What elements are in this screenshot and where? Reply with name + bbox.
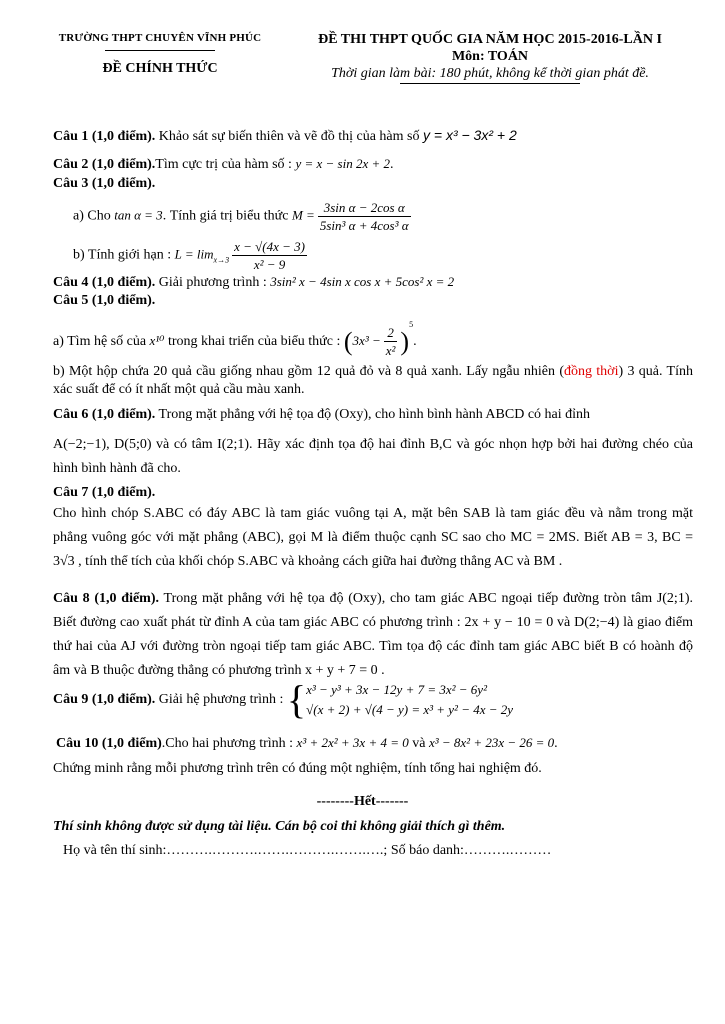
question-2-tail: . xyxy=(390,157,394,172)
question-7-label: Câu 7 (1,0 điểm). xyxy=(53,485,156,500)
question-10-eq1: x³ + 2x² + 3x + 4 = 0 xyxy=(296,735,409,750)
question-5b-text2: ) 3 quả. Tính xác suất để có ít nhất một quả cầu màu xanh. xyxy=(53,364,693,398)
question-5-label: Câu 5 (1,0 điểm). xyxy=(53,293,156,308)
question-3 xyxy=(53,175,693,273)
question-2-math: y = x − sin 2x + 2 xyxy=(295,156,391,171)
right-paren: ) xyxy=(400,326,410,356)
question-5a-math: x¹⁰ xyxy=(149,333,165,348)
exam-time: Thời gian làm bài: 180 phút, không kể thời gian phát đề. xyxy=(331,66,649,81)
question-5a-numerator: 2 xyxy=(384,324,398,342)
candidate-note: Thí sinh không được sử dụng tài liệu. Cán bộ coi thi không giải thích gì thêm. xyxy=(53,819,506,834)
question-5b xyxy=(53,363,693,399)
question-3a xyxy=(53,199,693,234)
question-8 xyxy=(53,587,693,683)
question-9 xyxy=(53,677,693,722)
question-6-label: Câu 6 (1,0 điểm). xyxy=(53,407,156,422)
left-paren: ( xyxy=(343,326,353,356)
question-5a-expr-left: 3x³ − xyxy=(352,333,381,348)
system-brace: { xyxy=(286,677,307,722)
question-6-line2: A(−2;−1), D(5;0) và có tâm I(2;1). Hãy xác định tọa độ hai đỉnh B,C và góc nhọn hợp bởi hai đường chéo của hình bình hành đã cho. xyxy=(53,437,693,476)
question-2-label: Câu 2 (1,0 điểm). xyxy=(53,157,156,172)
exam-title: ĐỀ THI THPT QUỐC GIA NĂM HỌC 2015-2016-LẦN I xyxy=(318,32,662,47)
question-5b-text1: b) Một hộp chứa 20 quả cầu giống nhau gồm 12 quả đỏ và 8 quả xanh. Lấy ngẫu nhiên ( xyxy=(53,364,564,380)
question-3a-math: tan α = 3 xyxy=(114,207,163,223)
question-3a-lhs: M = xyxy=(291,207,315,223)
question-2 xyxy=(53,155,693,174)
question-1-math: y = x³ − 3x² + 2 xyxy=(422,127,517,143)
candidate-info-line: Họ và tên thí sinh:……….……….…….……….…….….; Số báo danh:……….……… xyxy=(63,843,552,858)
question-7 xyxy=(53,484,693,574)
question-3-label: Câu 3 (1,0 điểm). xyxy=(53,176,156,191)
question-4-label: Câu 4 (1,0 điểm). xyxy=(53,275,156,290)
question-4-text: Giải phương trình : xyxy=(155,275,271,290)
question-10-tail: . xyxy=(554,736,558,751)
question-5 xyxy=(53,292,693,399)
question-3b-lhs: L = lim xyxy=(174,246,214,262)
question-1-label: Câu 1 (1,0 điểm). xyxy=(53,129,156,144)
question-3b-fraction xyxy=(232,238,307,273)
question-3b-numerator: x − √(4x − 3) xyxy=(234,239,305,254)
question-9-text: Giải hệ phương trình : xyxy=(155,692,287,708)
question-4 xyxy=(53,273,693,292)
question-9-label: Câu 9 (1,0 điểm). xyxy=(53,692,156,708)
question-2-text: Tìm cực trị của hàm số : xyxy=(155,157,296,172)
question-3a-text: a) Cho xyxy=(73,208,115,224)
question-5a-fraction xyxy=(384,324,398,359)
question-1 xyxy=(53,126,693,146)
question-3a-numerator: 3sin α − 2cos α xyxy=(318,199,411,217)
question-6-text1: Trong mặt phẳng với hệ tọa độ (Oxy), cho hình bình hành ABCD có hai đỉnh xyxy=(155,407,591,422)
question-10-mid: và xyxy=(408,736,429,751)
question-5a-text2: trong khai triển của biểu thức : xyxy=(164,334,344,349)
question-10 xyxy=(56,734,696,753)
question-3a-denominator: 5sin³ α + 4cos³ α xyxy=(319,218,409,233)
question-7-text: Cho hình chóp S.ABC có đáy ABC là tam giác vuông tại A, mặt bên SAB là tam giác đều và nằm trong mặt phẳng vuông góc với mặt phẳng (ABC), gọi M là điểm thuộc cạnh SC sao cho MC = 2MS. Biết AB = 3, BC = 3√3 , tính thể tích của khối chóp S.ABC và khoảng cách giữa hai đường thẳng AC và BM . xyxy=(53,506,693,569)
question-3a-text2: . Tính giá trị biểu thức xyxy=(162,208,292,224)
header-left xyxy=(40,32,280,77)
time-underline xyxy=(400,83,580,84)
question-5a-exponent: 5 xyxy=(409,320,414,329)
question-4-math: 3sin² x − 4sin x cos x + 5cos² x = 2 xyxy=(270,274,455,289)
question-6 xyxy=(53,401,693,481)
question-3b xyxy=(53,238,693,273)
question-10-eq2: x³ − 8x² + 23x − 26 = 0 xyxy=(428,735,555,750)
question-9-system xyxy=(306,680,513,720)
question-9-eq1: x³ − y³ + 3x − 12y + 7 = 3x² − 6y² xyxy=(306,682,487,697)
school-name: TRƯỜNG THPT CHUYÊN VĨNH PHÚC xyxy=(58,32,262,44)
question-5a xyxy=(53,316,693,359)
official-label: ĐỀ CHÍNH THỨC xyxy=(102,61,218,76)
question-5b-red: đồng thời xyxy=(563,364,619,380)
question-9-eq2: √(x + 2) + √(4 − y) = x³ + y² − 4x − 2y xyxy=(306,702,514,717)
question-3b-text: b) Tính giới hạn : xyxy=(73,247,175,263)
question-3b-limsub: x→3 xyxy=(213,255,230,265)
exam-subject: Môn: TOÁN xyxy=(451,49,529,64)
header-right xyxy=(290,32,690,84)
question-10-line2: Chứng minh rằng mỗi phương trình trên có đúng một nghiệm, tính tổng hai nghiệm đó. xyxy=(53,761,542,776)
end-marker: --------Hết------- xyxy=(316,794,409,809)
header-divider xyxy=(105,50,215,51)
question-1-text: Khảo sát sự biến thiên và vẽ đồ thị của hàm số xyxy=(155,129,423,144)
question-8-text: Trong mặt phẳng với hệ tọa độ (Oxy), cho tam giác ABC ngoại tiếp đường tròn tâm J(2;1). Biết đường cao xuất phát từ đỉnh A của tam giác ABC có phương trình : 2x + y − 10 = 0 và D(2;−4) là giao điểm thứ hai của AJ với đường tròn ngoại tiếp tam giác ABC. Tìm tọa độ các đỉnh tam giác ABC biết B có hoành độ âm và B thuộc đường thẳng có phương trình x + y + 7 = 0 . xyxy=(53,591,693,678)
question-10-text: .Cho hai phương trình : xyxy=(161,736,297,751)
question-5a-tail: . xyxy=(413,334,417,349)
question-5a-denominator: x² xyxy=(385,343,396,359)
question-10-label: Câu 10 (1,0 điểm) xyxy=(56,736,162,751)
question-3b-denominator: x² − 9 xyxy=(253,257,286,272)
question-5a-text: a) Tìm hệ số của xyxy=(53,334,150,349)
question-8-label: Câu 8 (1,0 điểm). xyxy=(53,591,160,606)
question-3a-fraction xyxy=(318,199,411,234)
